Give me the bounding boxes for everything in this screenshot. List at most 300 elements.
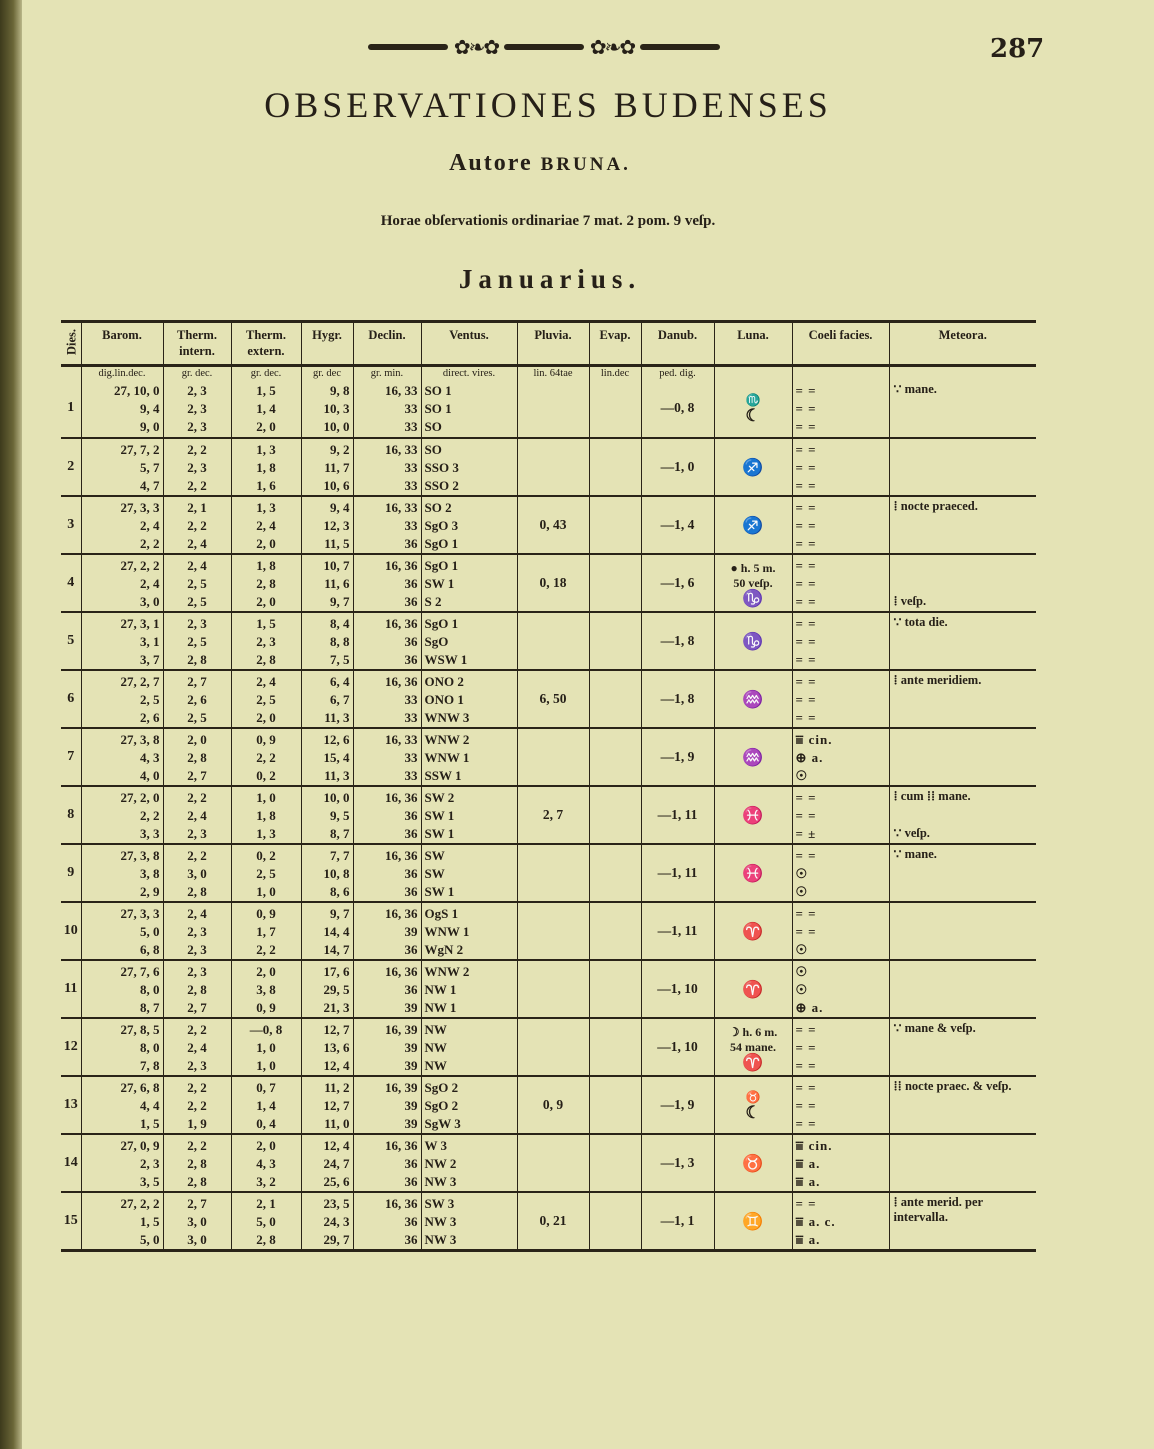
table-row [61, 844, 1036, 902]
danube-level-value: —0, 8 [660, 400, 695, 415]
wind-values [422, 439, 517, 495]
sky-state-value: = = [795, 441, 817, 457]
wind-value: SW 1 [424, 825, 455, 841]
therm-extern-value: 2, 4 [256, 673, 276, 689]
cell-day [61, 438, 81, 496]
barometer-values [82, 380, 163, 436]
table-row [61, 728, 1036, 786]
table-row [61, 1192, 1036, 1251]
table-row [61, 670, 1036, 728]
meteora-notes [890, 613, 1037, 669]
declination-value: 33 [404, 400, 418, 416]
cell-day [61, 612, 81, 670]
meteora-notes [890, 671, 1037, 727]
rain-value [518, 729, 589, 785]
rain-value [518, 1019, 589, 1075]
moon-text: ♊ [742, 1211, 764, 1231]
wind-value: SW 1 [424, 575, 455, 591]
cell-evaporation [589, 612, 641, 670]
cell-meteora [889, 902, 1036, 960]
cell-danube-level [641, 670, 714, 728]
danube-level-value: —1, 10 [657, 1039, 698, 1054]
wind-value: SgO 1 [424, 615, 459, 631]
wind-value: SW 2 [424, 789, 455, 805]
rain-value: 6, 50 [539, 691, 567, 706]
therm-extern-value: 2, 0 [256, 593, 276, 609]
moon-text: ♈ [742, 979, 764, 999]
cell-barometer [81, 960, 163, 1018]
therm-intern-value: 2, 7 [187, 999, 207, 1015]
day-number: 15 [63, 1213, 78, 1228]
sky-state-values [793, 497, 889, 553]
therm-intern-values [164, 1077, 231, 1133]
cell-moon [714, 902, 792, 960]
cell-barometer [81, 786, 163, 844]
cell-rain [517, 670, 589, 728]
cell-evaporation [589, 786, 641, 844]
therm-extern-values [232, 555, 301, 611]
barometer-value: 27, 6, 8 [120, 1079, 160, 1095]
wind-value: NW [424, 1057, 447, 1073]
hygrometer-values [302, 380, 353, 436]
hygrometer-value: 8, 8 [330, 633, 350, 649]
hygrometer-values [302, 1135, 353, 1191]
cell-evaporation [589, 1076, 641, 1134]
therm-extern-value: 1, 8 [256, 557, 276, 573]
moon-info [715, 903, 792, 959]
cell-therm-intern [163, 1018, 231, 1076]
hygrometer-value: 12, 6 [323, 731, 350, 747]
cell-evaporation [589, 438, 641, 496]
unit-barom: dig.lin.dec. [98, 368, 146, 379]
unit-therm-intern: gr. dec. [181, 368, 213, 379]
therm-extern-values [232, 845, 301, 901]
cell-day [61, 670, 81, 728]
cell-moon [714, 1076, 792, 1134]
wind-values [422, 787, 517, 843]
therm-intern-value: 2, 7 [187, 767, 207, 783]
wind-values [422, 497, 517, 553]
rain-value: 2, 7 [542, 807, 564, 822]
therm-intern-value: 2, 0 [187, 731, 207, 747]
declination-value: 16, 36 [385, 1137, 418, 1153]
wind-value: SgW 3 [424, 1115, 461, 1131]
barometer-value: 3, 3 [140, 825, 160, 841]
hygrometer-values [302, 613, 353, 669]
barometer-values [82, 903, 163, 959]
rain-value: 0, 43 [539, 517, 567, 532]
cell-therm-extern [231, 844, 301, 902]
sky-state-values [793, 1135, 889, 1191]
cell-declination [353, 380, 421, 438]
cell-therm-extern [231, 1134, 301, 1192]
declination-value: 16, 36 [385, 789, 418, 805]
cell-therm-intern [163, 670, 231, 728]
barometer-values [82, 613, 163, 669]
cell-rain [517, 1192, 589, 1251]
cell-day [61, 554, 81, 612]
day-number: 1 [67, 400, 75, 415]
cell-barometer [81, 612, 163, 670]
therm-intern-value: 2, 4 [187, 807, 207, 823]
sky-state-value: = = [795, 709, 817, 725]
barometer-values [82, 729, 163, 785]
sky-state-value: = = [795, 923, 817, 939]
therm-extern-value: 0, 9 [256, 905, 276, 921]
hygrometer-value: 14, 4 [323, 923, 350, 939]
rain-value [518, 1135, 589, 1191]
sky-state-value: = = [795, 905, 817, 921]
cell-wind [421, 902, 517, 960]
declination-value: 39 [404, 923, 418, 939]
cell-declination [353, 1192, 421, 1251]
barometer-values [82, 787, 163, 843]
declination-value: 39 [404, 999, 418, 1015]
rain-value [518, 903, 589, 959]
therm-intern-value: 3, 0 [187, 1231, 207, 1247]
therm-extern-value: 1, 4 [256, 1097, 276, 1113]
declination-value: 39 [404, 1039, 418, 1055]
day-number: 3 [67, 517, 75, 532]
wind-value: NW 2 [424, 1155, 457, 1171]
cell-meteora [889, 554, 1036, 612]
wind-value: SW 3 [424, 1195, 455, 1211]
sky-state-value: = = [795, 651, 817, 667]
declination-value: 16, 36 [385, 615, 418, 631]
declination-value: 36 [404, 651, 418, 667]
cell-therm-intern [163, 1076, 231, 1134]
therm-extern-value: 2, 0 [256, 535, 276, 551]
therm-extern-value: 0, 2 [256, 847, 276, 863]
evaporation-value [590, 380, 641, 436]
therm-intern-values [164, 613, 231, 669]
wind-value: SO 1 [424, 400, 452, 416]
sky-state-value: ⩸ cin. [795, 1137, 833, 1153]
therm-intern-value: 2, 8 [187, 981, 207, 997]
cell-day [61, 380, 81, 438]
table-row [61, 1076, 1036, 1134]
moon-info [715, 1193, 792, 1249]
meteora-notes [890, 787, 1037, 843]
sky-state-value: = = [795, 459, 817, 475]
barometer-value: 6, 8 [140, 941, 160, 957]
cell-rain [517, 438, 589, 496]
barometer-value: 27, 3, 3 [120, 905, 160, 921]
cell-declination [353, 844, 421, 902]
sky-state-value: ⊕ a. [795, 749, 824, 765]
declination-value: 33 [404, 477, 418, 493]
cell-meteora [889, 728, 1036, 786]
hygrometer-value: 29, 7 [323, 1231, 350, 1247]
barometer-value: 2, 4 [140, 575, 160, 591]
wind-value: SO [424, 418, 442, 434]
cell-moon [714, 1134, 792, 1192]
therm-intern-value: 2, 2 [187, 1097, 207, 1113]
cell-danube-level [641, 438, 714, 496]
therm-intern-value: 2, 7 [187, 673, 207, 689]
cell-rain [517, 612, 589, 670]
danube-level-value: —1, 11 [657, 865, 698, 880]
sky-state-value: ☉ [795, 767, 809, 783]
moon-text: ♒ [742, 689, 764, 709]
wind-value: SSO 2 [424, 477, 459, 493]
therm-extern-value: 2, 4 [256, 517, 276, 533]
cell-rain [517, 728, 589, 786]
therm-intern-value: 3, 0 [187, 1213, 207, 1229]
ornament-rule [640, 44, 720, 50]
therm-intern-value: 1, 9 [187, 1115, 207, 1131]
cell-barometer [81, 1076, 163, 1134]
barometer-values [82, 1135, 163, 1191]
moon-info [715, 613, 792, 669]
therm-intern-value: 2, 2 [187, 847, 207, 863]
therm-intern-value: 2, 3 [187, 825, 207, 841]
hygrometer-value: 12, 3 [323, 517, 350, 533]
barometer-values [82, 671, 163, 727]
cell-wind [421, 554, 517, 612]
therm-extern-value: 1, 8 [256, 459, 276, 475]
hygrometer-value: 9, 4 [330, 499, 350, 515]
hygrometer-value: 21, 3 [323, 999, 350, 1015]
cell-hygrometer [301, 1134, 353, 1192]
declination-value: 33 [404, 709, 418, 725]
barometer-value: 3, 7 [140, 651, 160, 667]
wind-value: WNW 2 [424, 963, 470, 979]
sky-state-values [793, 1077, 889, 1133]
declination-value: 16, 39 [385, 1021, 418, 1037]
therm-extern-value: 2, 8 [256, 651, 276, 667]
day-number: 5 [67, 633, 75, 648]
hygrometer-value: 11, 3 [324, 767, 350, 783]
declination-value: 16, 36 [385, 847, 418, 863]
cell-therm-intern [163, 786, 231, 844]
declination-values [354, 671, 421, 727]
ornament-knot: ✿❧✿ [589, 35, 635, 59]
ornament-rule [504, 44, 584, 50]
unit-cell [163, 366, 231, 381]
cell-hygrometer [301, 438, 353, 496]
evaporation-value [590, 1077, 641, 1133]
therm-intern-value: 2, 4 [187, 905, 207, 921]
hygrometer-value: 10, 3 [323, 400, 350, 416]
therm-intern-values [164, 497, 231, 553]
cell-moon [714, 844, 792, 902]
table-row [61, 438, 1036, 496]
cell-evaporation [589, 902, 641, 960]
therm-extern-values [232, 961, 301, 1017]
cell-wind [421, 670, 517, 728]
declination-values [354, 961, 421, 1017]
hygrometer-value: 9, 5 [330, 807, 350, 823]
moon-text: 54 mane. [730, 1039, 776, 1054]
wind-value: SW [424, 847, 445, 863]
barometer-value: 5, 0 [140, 1231, 160, 1247]
therm-intern-value: 2, 8 [187, 883, 207, 899]
cell-hygrometer [301, 380, 353, 438]
moon-text: ♏ [745, 393, 761, 407]
evaporation-value [590, 903, 641, 959]
therm-intern-values [164, 729, 231, 785]
danube-level-value: —1, 11 [657, 923, 698, 938]
barometer-value: 27, 2, 0 [120, 789, 160, 805]
sky-state-values [793, 787, 889, 843]
day-number: 10 [63, 923, 78, 938]
therm-intern-value: 2, 3 [187, 963, 207, 979]
cell-sky-state [792, 496, 889, 554]
sky-state-value: ☉ [795, 941, 809, 957]
cell-meteora [889, 496, 1036, 554]
therm-intern-values [164, 1019, 231, 1075]
barometer-value: 2, 5 [140, 691, 160, 707]
hygrometer-value: 10, 6 [323, 477, 350, 493]
sky-state-values [793, 961, 889, 1017]
therm-extern-value: 0, 7 [256, 1079, 276, 1095]
barometer-value: 4, 4 [140, 1097, 160, 1113]
therm-intern-value: 2, 3 [187, 1057, 207, 1073]
barometer-values [82, 497, 163, 553]
therm-intern-value: 2, 4 [187, 1039, 207, 1055]
wind-value: NW 3 [424, 1231, 457, 1247]
wind-value: OgS 1 [424, 905, 459, 921]
declination-values [354, 1077, 421, 1133]
barometer-values [82, 555, 163, 611]
meteora-notes [890, 961, 1037, 1017]
therm-extern-value: 2, 0 [256, 963, 276, 979]
declination-value: 36 [404, 981, 418, 997]
cell-meteora [889, 844, 1036, 902]
therm-extern-value: 2, 0 [256, 1137, 276, 1153]
declination-value: 16, 36 [385, 963, 418, 979]
cell-hygrometer [301, 496, 353, 554]
hygrometer-value: 29, 5 [323, 981, 350, 997]
day-number: 14 [63, 1155, 78, 1170]
declination-value: 16, 33 [385, 499, 418, 515]
hygrometer-value: 6, 4 [330, 673, 350, 689]
barometer-value: 27, 0, 9 [120, 1137, 160, 1153]
wind-value: NW 3 [424, 1173, 457, 1189]
therm-intern-values [164, 1193, 231, 1249]
moon-info [715, 439, 792, 495]
cell-moon [714, 960, 792, 1018]
therm-extern-value: 3, 8 [256, 981, 276, 997]
therm-intern-values [164, 903, 231, 959]
declination-value: 36 [404, 1173, 418, 1189]
cell-therm-extern [231, 438, 301, 496]
hygrometer-value: 25, 6 [323, 1173, 350, 1189]
therm-extern-value: 1, 5 [256, 615, 276, 631]
therm-extern-value: 2, 0 [256, 418, 276, 434]
cell-sky-state [792, 960, 889, 1018]
barometer-value: 4, 0 [140, 767, 160, 783]
cell-evaporation [589, 960, 641, 1018]
therm-intern-values [164, 845, 231, 901]
sky-state-values [793, 671, 889, 727]
cell-wind [421, 1018, 517, 1076]
day-number: 13 [63, 1097, 78, 1112]
moon-info [715, 497, 792, 553]
declination-values [354, 1135, 421, 1191]
moon-text: ♒ [742, 747, 764, 767]
wind-value: WNW 1 [424, 749, 470, 765]
therm-extern-values [232, 439, 301, 495]
barometer-value: 27, 7, 6 [120, 963, 160, 979]
hygrometer-values [302, 439, 353, 495]
therm-intern-value: 2, 5 [187, 593, 207, 609]
therm-intern-values [164, 555, 231, 611]
sky-state-value: ⩸ a. [795, 1231, 821, 1247]
therm-extern-values [232, 671, 301, 727]
sky-state-values [793, 613, 889, 669]
cell-rain [517, 380, 589, 438]
day-number: 11 [64, 981, 78, 996]
therm-extern-values [232, 1193, 301, 1249]
meteora-note: ⁞ cum ⁞⁞ mane. [893, 789, 971, 803]
hygrometer-value: 9, 7 [330, 905, 350, 921]
unit-cell [714, 366, 792, 381]
evaporation-value [590, 787, 641, 843]
meteora-notes [890, 555, 1037, 611]
moon-info [715, 555, 792, 611]
header-ornament [368, 36, 720, 58]
therm-extern-value: 2, 2 [256, 941, 276, 957]
hygrometer-value: 6, 7 [330, 691, 350, 707]
cell-meteora [889, 438, 1036, 496]
cell-therm-extern [231, 1018, 301, 1076]
declination-value: 16, 33 [385, 382, 418, 398]
wind-value: NW 3 [424, 1213, 457, 1229]
sky-state-value: ⩸ cin. [795, 731, 833, 747]
cell-barometer [81, 844, 163, 902]
observation-table [61, 320, 1036, 1252]
table-row [61, 554, 1036, 612]
barometer-value: 5, 7 [140, 459, 160, 475]
danube-level-value: —1, 9 [660, 749, 695, 764]
cell-danube-level [641, 844, 714, 902]
month-heading: Januarius. [458, 264, 642, 294]
sky-state-value: = = [795, 691, 817, 707]
therm-extern-value: 2, 8 [256, 575, 276, 591]
cell-wind [421, 612, 517, 670]
table-row [61, 902, 1036, 960]
therm-intern-value: 2, 1 [187, 499, 207, 515]
barometer-value: 1, 5 [140, 1213, 160, 1229]
therm-intern-values [164, 1135, 231, 1191]
sky-state-value: = = [795, 789, 817, 805]
declination-value: 39 [404, 1115, 418, 1131]
moon-text: ☾ [745, 1103, 761, 1122]
moon-info [715, 1019, 792, 1075]
therm-extern-value: 1, 3 [256, 441, 276, 457]
evaporation-value [590, 613, 641, 669]
cell-therm-extern [231, 670, 301, 728]
therm-extern-value: 0, 2 [256, 767, 276, 783]
declination-value: 33 [404, 691, 418, 707]
sky-state-values [793, 845, 889, 901]
wind-values [422, 845, 517, 901]
barometer-value: 3, 0 [140, 593, 160, 609]
barometer-values [82, 845, 163, 901]
moon-info [715, 1077, 792, 1133]
hygrometer-value: 12, 7 [323, 1097, 350, 1113]
declination-value: 33 [404, 517, 418, 533]
meteora-notes [890, 1077, 1037, 1133]
wind-value: SgO [424, 633, 449, 649]
declination-values [354, 729, 421, 785]
wind-value: SO 2 [424, 499, 452, 515]
cell-wind [421, 786, 517, 844]
cell-sky-state [792, 902, 889, 960]
therm-extern-value: 1, 3 [256, 825, 276, 841]
